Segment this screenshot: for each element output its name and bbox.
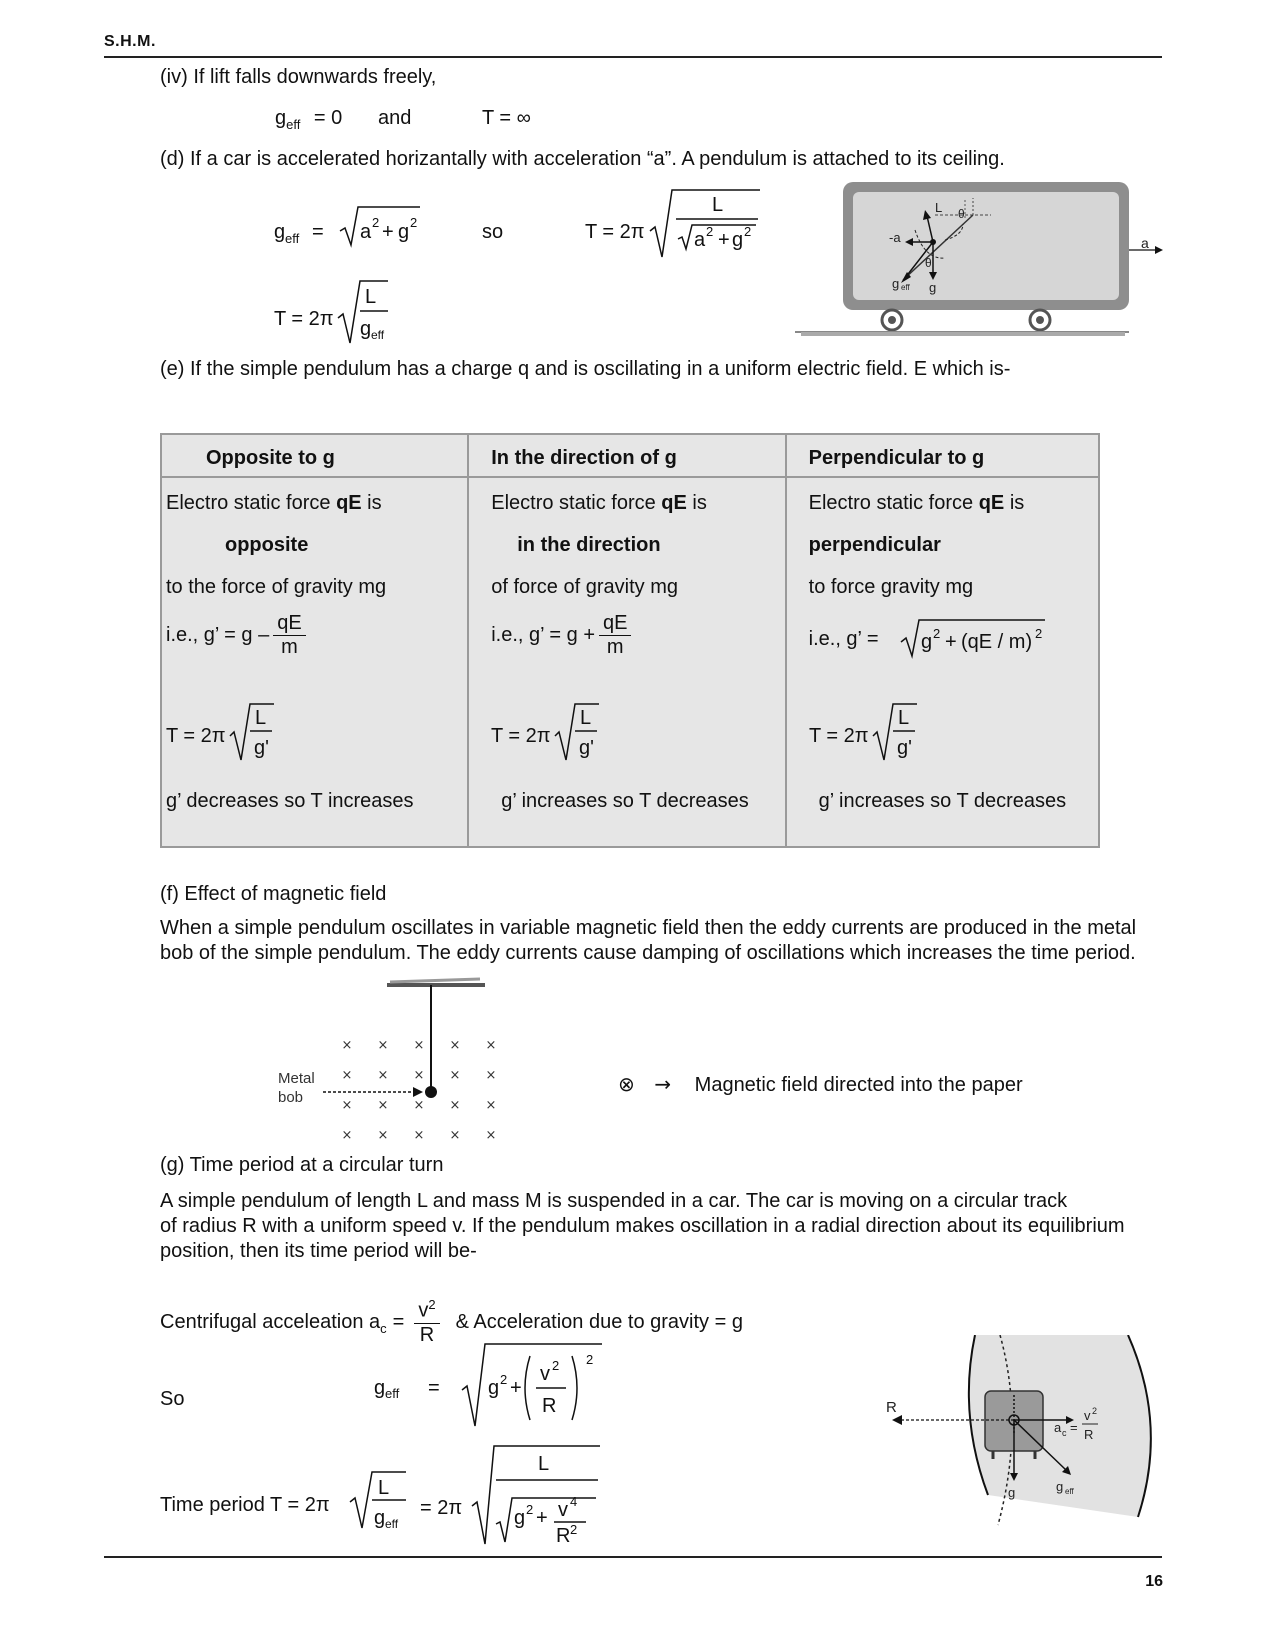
item-g-line2: of radius R with a uniform speed v. If the pendulum makes oscillation in a radial direction about its equilibrium xyxy=(160,1215,1125,1237)
svg-text:eff: eff xyxy=(901,283,910,292)
col1-line1: Electro static force qE is xyxy=(166,492,382,514)
magnetic-field-pendulum-diagram xyxy=(275,975,525,1145)
svg-text:g: g xyxy=(398,221,410,243)
legend-text: Magnetic field directed into the paper xyxy=(694,1074,1023,1096)
svg-text:g: g xyxy=(920,631,932,653)
svg-text:L: L xyxy=(712,194,724,216)
svg-text:θ: θ xyxy=(925,256,932,270)
col2-header: In the direction of g xyxy=(491,447,677,469)
svg-text:R: R xyxy=(886,1399,897,1416)
col3-conclusion: g’ increases so T decreases xyxy=(818,790,1067,812)
svg-text:v: v xyxy=(540,1363,550,1385)
svg-text:L: L xyxy=(897,707,909,729)
geff-circular-formula xyxy=(370,1340,620,1435)
svg-text:g: g xyxy=(892,276,900,291)
svg-text:eff: eff xyxy=(1065,1487,1074,1496)
svg-text:g': g' xyxy=(896,737,912,759)
svg-text:g: g xyxy=(274,221,286,243)
svg-text:bob: bob xyxy=(278,1089,304,1106)
page-number: 16 xyxy=(1145,1573,1163,1590)
col2-period-formula xyxy=(489,700,609,764)
svg-text:L: L xyxy=(365,286,377,308)
svg-text:×: × xyxy=(341,1098,353,1113)
svg-text:2: 2 xyxy=(1034,626,1042,641)
svg-text:×: × xyxy=(449,1098,461,1113)
col2-ie: i.e., g’ = g + $\frac{qE}{m}$ xyxy=(491,612,635,659)
col3-line3: to force gravity mg xyxy=(808,576,974,598)
col3-line2: perpendicular xyxy=(808,534,941,556)
col3-period-formula xyxy=(807,700,927,764)
svg-text:L: L xyxy=(580,707,592,729)
item-f-title: (f) Effect of magnetic field xyxy=(160,883,387,905)
item-g-line1: A simple pendulum of length L and mass M is suspended in a car. The car is moving on a circular track xyxy=(160,1190,1068,1212)
svg-text:g': g' xyxy=(254,737,269,759)
svg-text:-a: -a xyxy=(889,230,901,245)
svg-text:L: L xyxy=(935,200,943,215)
svg-text:×: × xyxy=(485,1098,497,1113)
running-header: S.H.M. xyxy=(104,33,156,50)
svg-text:2: 2 xyxy=(570,1522,578,1537)
col2-body xyxy=(468,477,785,847)
col3-geff-formula xyxy=(899,612,1049,662)
svg-text:a: a xyxy=(1054,1420,1062,1435)
svg-text:g: g xyxy=(360,318,372,340)
svg-text:g: g xyxy=(1008,1485,1016,1500)
svg-text:×: × xyxy=(413,1038,425,1053)
svg-text:+: + xyxy=(536,1507,548,1529)
item-g-line3: position, then its time period will be- xyxy=(160,1240,477,1262)
svg-text:×: × xyxy=(377,1038,389,1053)
col1-ie: i.e., g’ = g – $\frac{qE}{m}$ xyxy=(166,612,310,659)
svg-text:R: R xyxy=(542,1395,557,1417)
time-period-circular-formula xyxy=(348,1440,608,1548)
svg-text:×: × xyxy=(341,1038,353,1053)
svg-text:L: L xyxy=(255,707,267,729)
svg-text:+: + xyxy=(718,229,730,251)
svg-text:2: 2 xyxy=(500,1372,508,1387)
svg-text:×: × xyxy=(449,1128,461,1143)
time-period-label: Time period T = 2π xyxy=(160,1494,330,1516)
svg-text:v: v xyxy=(558,1499,568,1521)
svg-text:g: g xyxy=(488,1377,500,1399)
svg-text:v: v xyxy=(1084,1408,1091,1423)
col1-conclusion: g’ decreases so T increases xyxy=(166,790,414,812)
col1-header: Opposite to g xyxy=(206,447,335,469)
item-g-title: (g) Time period at a circular turn xyxy=(160,1154,444,1176)
svg-text:4: 4 xyxy=(570,1494,578,1509)
svg-text:×: × xyxy=(413,1068,425,1083)
svg-text:g: g xyxy=(514,1507,526,1529)
svg-text:a: a xyxy=(694,229,706,251)
svg-text:×: × xyxy=(485,1128,497,1143)
col2-line1: Electro static force qE is xyxy=(491,492,707,514)
svg-text:2: 2 xyxy=(372,215,380,230)
item-f-line1: When a simple pendulum oscillates in variable magnetic field then the eddy currents are produced in the metal xyxy=(160,917,1137,939)
svg-text:2: 2 xyxy=(586,1352,594,1367)
centrifugal-line: Centrifugal acceleation a $_c$ = $\frac{v^2}{R}$ & Acceleration due to gravity = g xyxy=(160,1297,743,1346)
col1-line2: opposite xyxy=(225,534,309,556)
svg-text:g: g xyxy=(929,280,937,295)
col2-line2: in the direction xyxy=(517,534,661,556)
accelerating-car-diagram xyxy=(795,180,1165,350)
svg-text:g: g xyxy=(374,1507,386,1529)
svg-text:R: R xyxy=(556,1525,571,1547)
svg-text:T = 2π: T = 2π xyxy=(274,308,334,330)
item-f-line2: bob of the simple pendulum. The eddy currents cause damping of oscillations which increases the time period. xyxy=(160,942,1136,964)
col3-body xyxy=(786,477,1099,847)
header-rule xyxy=(104,56,1162,58)
col2-conclusion: g’ increases so T decreases xyxy=(501,790,749,812)
svg-text:×: × xyxy=(485,1068,497,1083)
svg-text:×: × xyxy=(377,1128,389,1143)
svg-text:2: 2 xyxy=(744,224,752,239)
svg-text:×: × xyxy=(341,1128,353,1143)
svg-text:+: + xyxy=(944,631,957,653)
svg-text:+: + xyxy=(510,1377,522,1399)
svg-text:eff: eff xyxy=(385,1386,400,1401)
svg-text:c: c xyxy=(1062,1428,1067,1438)
item-e-text: (e) If the simple pendulum has a charge q and is oscillating in a uniform electric field. E which is- xyxy=(160,358,1011,380)
item-d-text: (d) If a car is accelerated horizantally with acceleration “a”. A pendulum is attached to its ceiling. xyxy=(160,148,1005,170)
svg-text:L: L xyxy=(378,1477,390,1499)
svg-text:so: so xyxy=(482,221,504,243)
circular-turn-diagram xyxy=(880,1335,1160,1530)
svg-text:Metal: Metal xyxy=(278,1070,315,1087)
svg-text:=: = xyxy=(1070,1420,1078,1435)
svg-text:2: 2 xyxy=(1092,1406,1098,1416)
so-label: So xyxy=(160,1388,185,1410)
svg-text:×: × xyxy=(485,1038,497,1053)
svg-text:a: a xyxy=(1141,235,1149,251)
period-infinite: T = ∞ xyxy=(482,107,531,129)
svg-text:2: 2 xyxy=(410,215,418,230)
svg-text:×: × xyxy=(413,1098,425,1113)
svg-text:g: g xyxy=(374,1377,386,1399)
svg-text:2: 2 xyxy=(526,1502,534,1517)
svg-text:g: g xyxy=(1056,1479,1064,1494)
svg-text:g: g xyxy=(732,229,744,251)
col3-ie: i.e., g’ = xyxy=(808,628,879,650)
svg-text:= 2π: = 2π xyxy=(420,1497,463,1519)
svg-text:R: R xyxy=(1084,1427,1094,1442)
col1-line3: to the force of gravity mg xyxy=(166,576,387,598)
magnetic-legend xyxy=(618,1072,1023,1097)
svg-text:+: + xyxy=(382,221,394,243)
svg-text:a: a xyxy=(360,221,372,243)
item-iv-text: (iv) If lift falls downwards freely, xyxy=(160,66,437,88)
arrow-right-icon: → xyxy=(654,1072,672,1096)
svg-text:2: 2 xyxy=(706,224,714,239)
cross-into-paper-icon: ⊗ xyxy=(618,1072,635,1096)
svg-text:×: × xyxy=(341,1068,353,1083)
svg-text:eff: eff xyxy=(371,328,385,342)
svg-text:θ: θ xyxy=(958,207,965,221)
svg-text:=: = xyxy=(312,221,324,243)
electric-field-comparison-table xyxy=(160,433,1100,848)
svg-text:×: × xyxy=(413,1128,425,1143)
svg-text:×: × xyxy=(449,1038,461,1053)
svg-text:eff: eff xyxy=(385,1517,399,1531)
and-word: and xyxy=(378,107,412,129)
svg-text:(qE / m): (qE / m) xyxy=(960,631,1032,653)
footer-rule xyxy=(104,1556,1162,1558)
col2-line3: of force of gravity mg xyxy=(491,576,678,598)
svg-text:T = 2π: T = 2π xyxy=(808,725,869,747)
col1-period-formula xyxy=(164,700,284,764)
svg-text:×: × xyxy=(377,1098,389,1113)
svg-text:eff: eff xyxy=(285,231,300,246)
svg-text:×: × xyxy=(449,1068,461,1083)
svg-text:2: 2 xyxy=(932,626,940,641)
svg-text:T = 2π: T = 2π xyxy=(585,221,645,243)
svg-text:g': g' xyxy=(579,737,595,759)
svg-text:T = 2π: T = 2π xyxy=(166,725,226,747)
svg-text:T = 2π: T = 2π xyxy=(491,725,551,747)
item-iv-formula: $g_{eff} = 0$ xyxy=(275,107,343,132)
svg-text:=: = xyxy=(428,1377,440,1399)
svg-text:×: × xyxy=(377,1068,389,1083)
svg-text:2: 2 xyxy=(552,1358,560,1373)
svg-text:L: L xyxy=(538,1453,550,1475)
col3-line1: Electro static force qE is xyxy=(808,492,1025,514)
item-d-formulas xyxy=(270,185,770,355)
col3-header: Perpendicular to g xyxy=(808,447,985,469)
col1-body xyxy=(161,477,468,847)
